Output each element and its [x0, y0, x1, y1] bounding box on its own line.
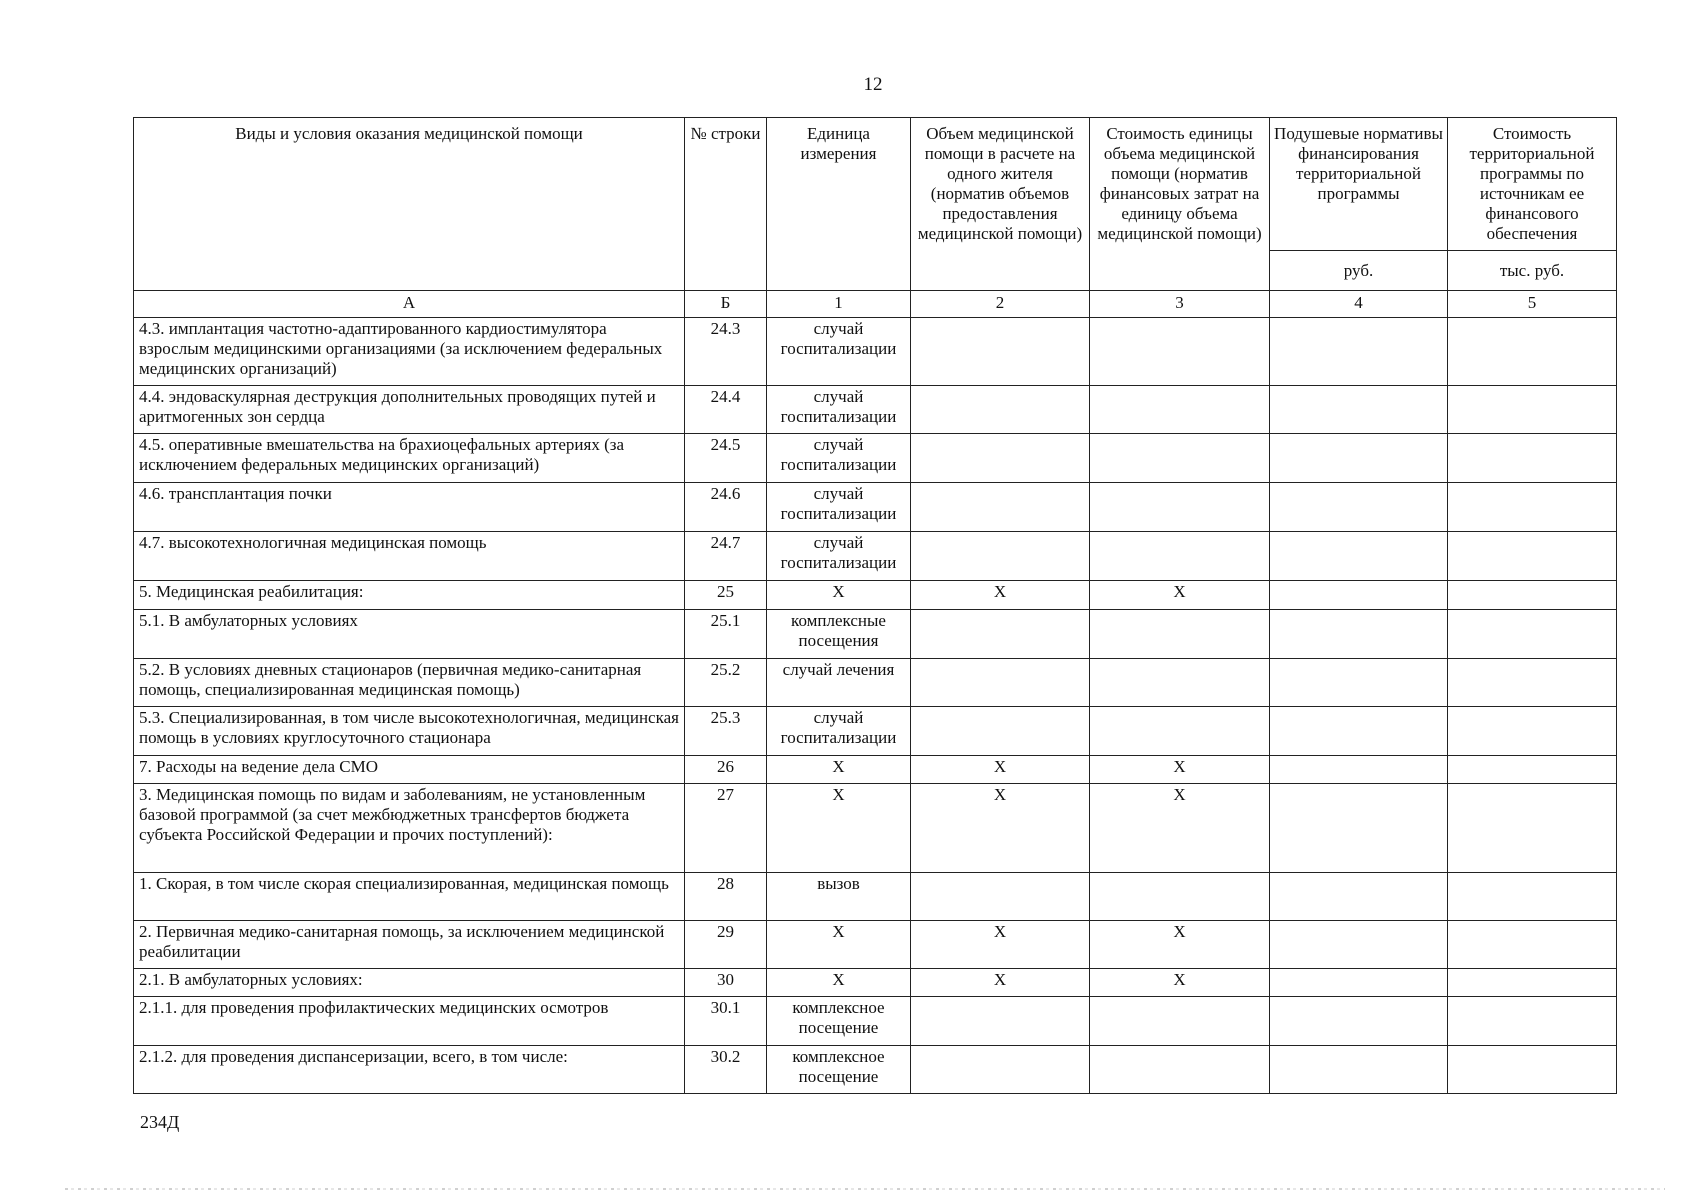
total-cost-cell	[1448, 969, 1617, 997]
header-per-capita: Подушевые нормативы финансирования территориальной программы	[1270, 118, 1448, 251]
total-cost-cell	[1448, 1046, 1617, 1094]
table-row	[134, 707, 1617, 756]
unit-cell: комплексное посещение	[767, 997, 911, 1046]
table-row	[134, 483, 1617, 532]
unit-cell: комплексные посещения	[767, 610, 911, 659]
table-row	[134, 873, 1617, 921]
per-capita-cell	[1270, 318, 1448, 386]
page-number: 12	[863, 74, 883, 95]
header-total: Стоимость территориальной программы по источникам ее финансового обеспечения	[1448, 118, 1617, 251]
row-number-cell: 30	[685, 969, 767, 997]
per-capita-cell	[1270, 873, 1448, 921]
per-capita-cell	[1270, 483, 1448, 532]
per-capita-cell	[1270, 659, 1448, 707]
per-capita-cell	[1270, 921, 1448, 969]
row-name-cell: 5.2. В условиях дневных стационаров (первичная медико-санитарная помощь, специализированная медицинская помощь)	[134, 659, 685, 707]
total-cost-cell	[1448, 921, 1617, 969]
cost-cell: X	[1090, 921, 1270, 969]
unit-cell: X	[767, 921, 911, 969]
unit-cell: случай госпитализации	[767, 318, 911, 386]
total-cost-cell	[1448, 318, 1617, 386]
per-capita-cell	[1270, 386, 1448, 434]
unit-cell: случай госпитализации	[767, 386, 911, 434]
per-capita-cell	[1270, 997, 1448, 1046]
table-row	[134, 784, 1617, 873]
column-index: 4	[1270, 291, 1448, 318]
row-name-cell: 2.1.2. для проведения диспансеризации, всего, в том числе:	[134, 1046, 685, 1094]
total-cost-cell	[1448, 434, 1617, 483]
scan-artifact-line	[65, 1188, 1665, 1190]
volume-cell	[911, 1046, 1090, 1094]
row-number-cell: 25.2	[685, 659, 767, 707]
row-number-cell: 25.3	[685, 707, 767, 756]
cost-cell	[1090, 873, 1270, 921]
volume-cell	[911, 532, 1090, 581]
row-number-cell: 24.6	[685, 483, 767, 532]
row-name-cell: 4.4. эндоваскулярная деструкция дополнительных проводящих путей и аритмогенных зон сердца	[134, 386, 685, 434]
per-capita-cell	[1270, 581, 1448, 610]
cost-cell	[1090, 997, 1270, 1046]
per-capita-cell	[1270, 784, 1448, 873]
column-index: Б	[685, 291, 767, 318]
document-code: 234Д	[140, 1112, 180, 1132]
cost-cell: X	[1090, 784, 1270, 873]
cost-cell	[1090, 659, 1270, 707]
volume-cell: X	[911, 784, 1090, 873]
per-capita-cell	[1270, 434, 1448, 483]
volume-cell: X	[911, 969, 1090, 997]
cost-cell	[1090, 610, 1270, 659]
row-number-cell: 25	[685, 581, 767, 610]
header-per-capita-unit: руб.	[1270, 251, 1448, 291]
per-capita-cell	[1270, 532, 1448, 581]
total-cost-cell	[1448, 873, 1617, 921]
row-name-cell: 4.5. оперативные вмешательства на брахиоцефальных артериях (за исключением федеральных медицинских организаций)	[134, 434, 685, 483]
table-body	[134, 318, 1617, 1094]
row-number-cell: 27	[685, 784, 767, 873]
total-cost-cell	[1448, 756, 1617, 784]
cost-cell	[1090, 318, 1270, 386]
table-row	[134, 386, 1617, 434]
cost-cell: X	[1090, 969, 1270, 997]
unit-cell: X	[767, 784, 911, 873]
volume-cell	[911, 659, 1090, 707]
table-row	[134, 997, 1617, 1046]
table-row	[134, 756, 1617, 784]
row-name-cell: 2.1. В амбулаторных условиях:	[134, 969, 685, 997]
volume-cell	[911, 873, 1090, 921]
column-index: 5	[1448, 291, 1617, 318]
table-row	[134, 434, 1617, 483]
per-capita-cell	[1270, 969, 1448, 997]
volume-cell: X	[911, 581, 1090, 610]
unit-cell: случай госпитализации	[767, 483, 911, 532]
cost-cell	[1090, 483, 1270, 532]
volume-cell	[911, 386, 1090, 434]
header-volume: Объем медицинской помощи в расчете на одного жителя (норматив объемов предоставления медицинской помощи)	[911, 118, 1090, 291]
total-cost-cell	[1448, 707, 1617, 756]
table-row	[134, 532, 1617, 581]
row-number-cell: 24.5	[685, 434, 767, 483]
unit-cell: X	[767, 969, 911, 997]
unit-cell: X	[767, 581, 911, 610]
cost-cell	[1090, 434, 1270, 483]
row-number-cell: 24.4	[685, 386, 767, 434]
row-name-cell: 4.7. высокотехнологичная медицинская помощь	[134, 532, 685, 581]
table-row	[134, 969, 1617, 997]
header-unit: Единица измерения	[767, 118, 911, 291]
cost-cell	[1090, 532, 1270, 581]
unit-cell: комплексное посещение	[767, 1046, 911, 1094]
volume-cell	[911, 434, 1090, 483]
row-name-cell: 7. Расходы на ведение дела СМО	[134, 756, 685, 784]
row-number-cell: 24.7	[685, 532, 767, 581]
volume-cell	[911, 483, 1090, 532]
volume-cell: X	[911, 921, 1090, 969]
row-number-cell: 30.1	[685, 997, 767, 1046]
row-name-cell: 5.3. Специализированная, в том числе высокотехнологичная, медицинская помощь в условиях круглосуточного стационара	[134, 707, 685, 756]
row-number-cell: 30.2	[685, 1046, 767, 1094]
row-number-cell: 29	[685, 921, 767, 969]
total-cost-cell	[1448, 483, 1617, 532]
row-name-cell: 5. Медицинская реабилитация:	[134, 581, 685, 610]
volume-cell: X	[911, 756, 1090, 784]
table-row	[134, 659, 1617, 707]
per-capita-cell	[1270, 707, 1448, 756]
row-number-cell: 28	[685, 873, 767, 921]
column-index: А	[134, 291, 685, 318]
total-cost-cell	[1448, 784, 1617, 873]
column-index: 3	[1090, 291, 1270, 318]
volume-cell	[911, 997, 1090, 1046]
row-name-cell: 5.1. В амбулаторных условиях	[134, 610, 685, 659]
row-name-cell: 2. Первичная медико-санитарная помощь, за исключением медицинской реабилитации	[134, 921, 685, 969]
row-name-cell: 4.6. трансплантация почки	[134, 483, 685, 532]
volume-cell	[911, 707, 1090, 756]
per-capita-cell	[1270, 610, 1448, 659]
cost-cell: X	[1090, 756, 1270, 784]
header-row-number: № строки	[685, 118, 767, 291]
table-row	[134, 921, 1617, 969]
table-row	[134, 581, 1617, 610]
table-row	[134, 610, 1617, 659]
row-number-cell: 25.1	[685, 610, 767, 659]
unit-cell: случай госпитализации	[767, 707, 911, 756]
cost-cell	[1090, 1046, 1270, 1094]
unit-cell: случай госпитализации	[767, 532, 911, 581]
row-number-cell: 26	[685, 756, 767, 784]
column-index: 2	[911, 291, 1090, 318]
total-cost-cell	[1448, 659, 1617, 707]
per-capita-cell	[1270, 756, 1448, 784]
row-name-cell: 3. Медицинская помощь по видам и заболеваниям, не установленным базовой программой (за счет межбюджетных трансфертов бюджета субъекта Российской Федерации и прочих поступлений):	[134, 784, 685, 873]
column-index: 1	[767, 291, 911, 318]
table-row	[134, 1046, 1617, 1094]
volume-cell	[911, 610, 1090, 659]
table-row	[134, 318, 1617, 386]
unit-cell: случай госпитализации	[767, 434, 911, 483]
total-cost-cell	[1448, 997, 1617, 1046]
total-cost-cell	[1448, 610, 1617, 659]
header-total-unit: тыс. руб.	[1448, 251, 1617, 291]
unit-cell: X	[767, 756, 911, 784]
header-name: Виды и условия оказания медицинской помощи	[134, 118, 685, 291]
cost-cell: X	[1090, 581, 1270, 610]
header-cost: Стоимость единицы объема медицинской помощи (норматив финансовых затрат на единицу объема медицинской помощи)	[1090, 118, 1270, 291]
medical-care-table	[133, 117, 1617, 1094]
row-name-cell: 4.3. имплантация частотно-адаптированного кардиостимулятора взрослым медицинскими организациями (за исключением федеральных медицинских организаций)	[134, 318, 685, 386]
per-capita-cell	[1270, 1046, 1448, 1094]
total-cost-cell	[1448, 581, 1617, 610]
unit-cell: случай лечения	[767, 659, 911, 707]
unit-cell: вызов	[767, 873, 911, 921]
cost-cell	[1090, 386, 1270, 434]
column-index-row	[134, 291, 1617, 318]
volume-cell	[911, 318, 1090, 386]
total-cost-cell	[1448, 532, 1617, 581]
row-number-cell: 24.3	[685, 318, 767, 386]
cost-cell	[1090, 707, 1270, 756]
row-name-cell: 1. Скорая, в том числе скорая специализированная, медицинская помощь	[134, 873, 685, 921]
row-name-cell: 2.1.1. для проведения профилактических медицинских осмотров	[134, 997, 685, 1046]
total-cost-cell	[1448, 386, 1617, 434]
